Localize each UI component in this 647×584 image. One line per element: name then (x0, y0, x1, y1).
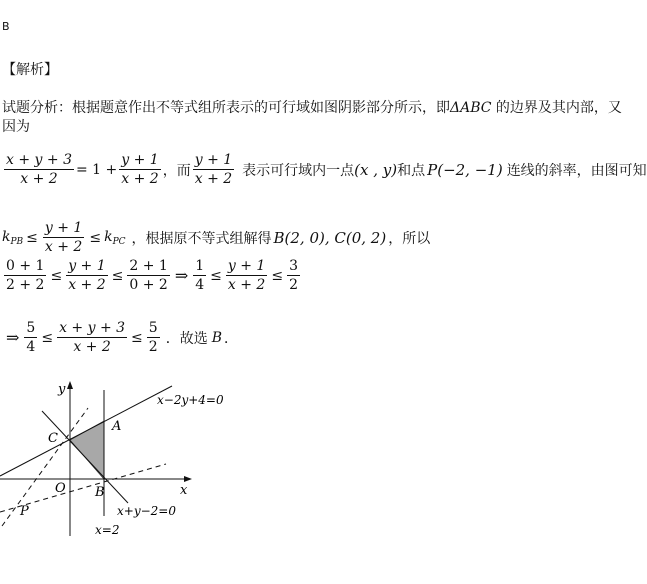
point-p-label: P (20, 504, 29, 519)
point-a-label: A (112, 419, 122, 434)
text: ，而 (162, 162, 191, 179)
fraction-denominator: 2 + 2 (6, 277, 45, 293)
slope-pb (2, 229, 23, 247)
x-axis-arrow (184, 476, 192, 482)
fraction-denominator: 2 (289, 277, 298, 293)
point-b-label: B (95, 485, 105, 500)
point-c-label: C (48, 431, 58, 446)
subscript: PB (10, 236, 24, 247)
fraction-numerator: y + 1 (121, 152, 159, 168)
line2-label: x+y−2=0 (117, 504, 176, 518)
fraction-numerator: x + y + 3 (59, 320, 126, 336)
fraction-denominator: x + 2 (44, 239, 83, 255)
fraction (127, 258, 169, 293)
answer-letter: B (2, 20, 10, 33)
line3-label: x=2 (95, 523, 120, 537)
fraction (24, 320, 37, 355)
fraction-numerator: y + 1 (44, 220, 83, 236)
fraction-denominator: x + 2 (73, 339, 111, 355)
intro-text-2: 的边界及其内部，又 (491, 100, 622, 116)
fraction (4, 258, 46, 293)
fraction-slope (193, 152, 234, 187)
fraction-lhs (4, 152, 74, 187)
fraction-numerator: y + 1 (194, 152, 233, 168)
slope-pc (104, 229, 125, 247)
line-x-minus-2y-plus-4 (0, 386, 172, 476)
fraction-denominator: x + 2 (194, 171, 233, 187)
fraction (226, 258, 267, 293)
subscript: PC (112, 236, 126, 247)
fraction-numerator: x + y + 3 (6, 152, 72, 168)
dashed-line-pc (2, 408, 88, 526)
fraction-denominator: 2 (148, 339, 158, 355)
line1-label: x−2y+4=0 (157, 393, 224, 407)
implies-sign: ⇒ (174, 266, 189, 285)
fraction-mid (43, 220, 84, 255)
axis-y-label: y (58, 382, 66, 397)
equals-one: = 1 + (75, 161, 118, 178)
fraction (193, 258, 206, 293)
fraction-numerator: 0 + 1 (6, 258, 45, 274)
shaded-triangle (70, 421, 104, 479)
text: 表示可行域内一点 (242, 162, 355, 179)
fraction-denominator: x + 2 (227, 277, 266, 293)
fraction-rhs (119, 152, 160, 187)
le-sign: ≤ (26, 229, 38, 246)
fraction-numerator: y + 1 (68, 258, 106, 274)
equation-line-1 (2, 152, 647, 187)
fraction-denominator: x + 2 (68, 277, 106, 293)
period: ． (224, 330, 238, 347)
le-sign: ≤ (131, 329, 143, 346)
le-sign: ≤ (89, 229, 102, 246)
implies-sign: ⇒ (6, 328, 20, 347)
point-xy: (x , y) (354, 160, 398, 179)
text: ．故选 (165, 330, 208, 347)
y-axis-arrow (67, 381, 73, 389)
origin-label: O (55, 481, 66, 496)
triangle-label: ΔABC (450, 100, 492, 116)
fraction-denominator: x + 2 (121, 171, 159, 187)
fraction (147, 320, 160, 355)
fraction-numerator: y + 1 (227, 258, 266, 274)
point-p: P(−2, −1) (427, 160, 503, 179)
choice-letter: B (211, 329, 222, 346)
equation-line-2 (2, 220, 430, 255)
points-bc: B(2, 0), C(0, 2) (273, 228, 387, 247)
intro-line-2: 因为 (2, 119, 30, 135)
fraction-denominator: x + 2 (20, 171, 58, 187)
axis-x-label: x (180, 483, 188, 498)
text: ，根据原不等式组解得 (131, 230, 272, 247)
k-symbol: k (2, 228, 11, 245)
feasible-region-figure (0, 378, 240, 538)
k-symbol: k (104, 228, 113, 245)
intro-text-1: 试题分析：根据题意作出不等式组所表示的可行域如图阴影部分所示，即 (2, 100, 450, 116)
le-sign: ≤ (41, 329, 54, 346)
section-heading: 【解析】 (2, 62, 58, 78)
le-sign: ≤ (111, 267, 124, 284)
le-sign: ≤ (271, 267, 284, 284)
fraction-numerator: 3 (289, 258, 298, 274)
equation-line-3 (2, 258, 302, 293)
text: 和点 (397, 162, 426, 179)
fraction (287, 258, 300, 293)
fraction-numerator: 2 + 1 (129, 258, 168, 274)
intro-line-1 (2, 97, 622, 117)
text: 连线的斜率，由图可知 (506, 162, 647, 179)
fraction-denominator: 4 (195, 277, 205, 293)
le-sign: ≤ (50, 267, 63, 284)
fraction-denominator: 0 + 2 (129, 277, 168, 293)
fraction-denominator: 4 (26, 339, 36, 355)
text: ，所以 (388, 230, 431, 247)
equation-line-4 (6, 320, 238, 355)
le-sign: ≤ (210, 267, 222, 284)
fraction (66, 258, 107, 293)
fraction-numerator: 5 (26, 320, 36, 336)
fraction-numerator: 5 (148, 320, 158, 336)
fraction-numerator: 1 (195, 258, 205, 274)
fraction (57, 320, 127, 355)
